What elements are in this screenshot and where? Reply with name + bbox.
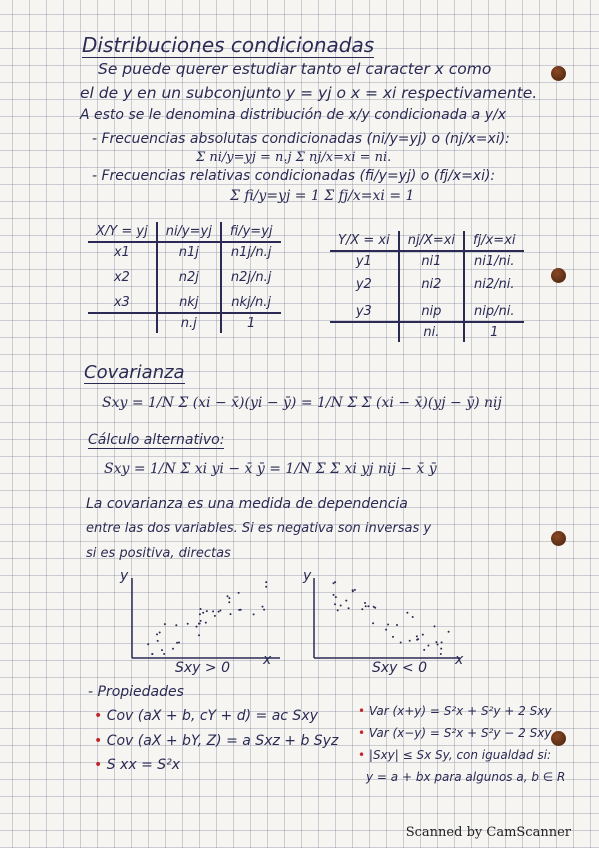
bullet-icon: • (94, 757, 107, 773)
table-cell: n1j/n.j (230, 245, 272, 260)
scatter-dot (214, 615, 216, 617)
covariance-formula: Sxy = 1/N Σ (xi − x̄)(yi − ȳ) = 1/N Σ Σ (xi − x̄)(yj − ȳ) nij (102, 395, 502, 411)
scatter-dot (218, 611, 220, 613)
intro-line: A esto se le denomina distribución de x/y condicionada a y/x (80, 107, 506, 123)
scatter-dot (196, 626, 198, 628)
scatter-plot-positive (110, 570, 300, 670)
table-row (330, 251, 524, 271)
scatter-dot (253, 613, 255, 615)
scatter-dot (265, 581, 267, 583)
table-cell: n1j (157, 242, 221, 262)
scatter-dot (385, 629, 387, 631)
property-text: Cov (aX + bY, Z) = a Sxz + b Syz (106, 733, 339, 749)
scatter-dot (228, 601, 230, 603)
scatter-dot (392, 636, 394, 638)
table-cell: ni1/ni. (474, 254, 515, 269)
scatter-dot (199, 613, 201, 615)
property-text: |Sxy| ≤ Sx Sy, con igualdad si: (368, 748, 552, 762)
conditional-table-x (88, 222, 281, 333)
alt-calc-heading: Cálculo alternativo: (88, 432, 225, 448)
scatter-dot (334, 581, 336, 583)
scatter-dot (198, 634, 200, 636)
table-cell: n.j (157, 313, 221, 333)
scatter-dot (406, 612, 408, 614)
table-cell: y2 (330, 271, 399, 294)
scatter-dot (441, 641, 443, 643)
scatter-dot (354, 589, 356, 591)
table-header-cell: Y/X = xi (330, 231, 399, 251)
scatter-dot (176, 642, 178, 644)
scatter-dot (440, 653, 442, 655)
scatter-dot (333, 594, 335, 596)
scatter-dot (219, 610, 221, 612)
table-cell: nkj/n.j (221, 287, 281, 313)
property-item (358, 748, 551, 762)
scatter-dot (367, 605, 369, 607)
scatter-dot (427, 645, 429, 647)
rel-freq-label: - Frecuencias relativas condicionadas (fi/y=yj) o (fj/x=xi): (92, 168, 496, 184)
scatter-dot (200, 608, 202, 610)
plot-y-label: y (303, 568, 312, 584)
table-cell: y1 (330, 251, 399, 271)
scatter-dot (387, 624, 389, 626)
plot-x-label: x (455, 652, 464, 668)
table-cell (88, 313, 157, 333)
intro-line: el de y en un subconjunto y = yj o x = xi respectivamente. (80, 84, 538, 102)
binder-hole (551, 731, 566, 746)
scatter-dot (265, 586, 267, 588)
rel-freq-formula: Σ fi/y=yj = 1 Σ fj/x=xi = 1 (230, 188, 415, 204)
scatter-dot (352, 590, 354, 592)
bullet-icon: • (94, 733, 107, 749)
scatter-dot (161, 649, 163, 651)
scatter-dot (228, 597, 230, 599)
covariance-heading: Covarianza (84, 362, 185, 383)
scatter-dot (212, 610, 214, 612)
bullet-icon: • (358, 748, 369, 762)
scatter-dot (423, 649, 425, 651)
scatter-dot (202, 612, 204, 614)
scatter-dot (205, 622, 207, 624)
scatter-dot (156, 633, 158, 635)
conditional-table-y (330, 231, 524, 342)
covariance-desc: entre las dos variables. Si es negativa son inversas y (86, 521, 432, 536)
binder-hole (551, 66, 566, 81)
table-cell (330, 322, 399, 342)
scatter-dot (348, 607, 350, 609)
plot-y-label: y (120, 568, 129, 584)
table-row (88, 242, 281, 262)
scatter-dot (206, 610, 208, 612)
scatter-dot (409, 640, 411, 642)
table-row (88, 287, 281, 313)
scatter-dot (412, 616, 414, 618)
table-row (88, 262, 281, 287)
scatter-dot (263, 609, 265, 611)
table-header-cell: ni/y=yj (157, 222, 221, 242)
scatter-dot (345, 600, 347, 602)
covariance-desc: La covarianza es una medida de dependencia (86, 496, 408, 512)
property-item: y = a + bx para algunos a, b ∈ R (366, 770, 566, 784)
scatter-dot (227, 595, 229, 597)
bullet-icon: • (358, 726, 369, 740)
scatter-dot (340, 605, 342, 607)
table-cell: ni2 (399, 271, 464, 294)
scatter-dot (334, 603, 336, 605)
binder-hole (551, 268, 566, 283)
scatter-dot (337, 609, 339, 611)
table-cell: x2 (88, 262, 157, 287)
covariance-alt-formula: Sxy = 1/N Σ xi yi − x̄ ȳ = 1/N Σ Σ xi yj nij − x̄ ȳ (104, 461, 437, 477)
scatter-dot (172, 648, 174, 650)
table-cell: nip/ni. (464, 294, 523, 322)
table-total-row (330, 322, 524, 342)
scatter-dot (262, 606, 264, 608)
scatter-dot (435, 641, 437, 643)
table-cell: y3 (330, 294, 399, 322)
scatter-points (333, 581, 450, 655)
scatter-dot (163, 653, 165, 655)
scanner-watermark: Scanned by CamScanner (405, 825, 571, 840)
scatter-dot (178, 642, 180, 644)
table-cell: n2j/n.j (230, 270, 272, 285)
scatter-dot (364, 602, 366, 604)
abs-freq-formula: Σ ni/y=yj = n.j Σ nj/x=xi = ni. (196, 150, 392, 165)
scatter-plot-negative (290, 570, 480, 670)
table-cell: x1 (88, 242, 157, 262)
scatter-dot (159, 632, 161, 634)
covariance-desc: si es positiva, directas (86, 546, 231, 561)
scatter-dot (373, 606, 375, 608)
plot-x-label: x (263, 652, 272, 668)
table-header-cell: fi/y=yj (221, 222, 281, 242)
intro-line: Se puede querer estudiar tanto el caracter x como (98, 60, 492, 78)
bullet-icon: • (358, 704, 369, 718)
scatter-dot (333, 582, 335, 584)
table-header-cell: nj/X=xi (399, 231, 464, 251)
page-title: Distribuciones condicionadas (82, 33, 375, 57)
scatter-dot (372, 622, 374, 624)
scatter-dot (416, 635, 418, 637)
scatter-dot (238, 609, 240, 611)
scatter-dot (396, 624, 398, 626)
plot-caption: Sxy < 0 (372, 660, 427, 676)
table-cell: ni. (399, 322, 464, 342)
table-cell: ni1 (399, 251, 464, 271)
scatter-dot (147, 643, 149, 645)
property-item (358, 726, 551, 740)
scatter-dot (200, 620, 202, 622)
table-header-cell: fj/x=xi (464, 231, 523, 251)
property-item (94, 733, 338, 749)
table-cell: ni2/ni. (474, 277, 515, 292)
binder-hole (551, 531, 566, 546)
table-cell: x3 (88, 287, 157, 313)
table-cell: nip (399, 294, 464, 322)
table-row (330, 271, 524, 294)
scatter-dot (157, 640, 159, 642)
table-cell: 1 (490, 325, 499, 340)
abs-freq-label: - Frecuencias absolutas condicionadas (ni/y=yj) o (nj/x=xi): (92, 131, 510, 147)
table-total-row (88, 313, 281, 333)
table-header-cell: X/Y = yj (88, 222, 157, 242)
scatter-dot (230, 613, 232, 615)
property-item (94, 708, 318, 724)
properties-heading: - Propiedades (88, 684, 184, 700)
scatter-dot (440, 648, 442, 650)
scatter-points (147, 581, 267, 655)
property-item (358, 704, 551, 718)
property-item (94, 757, 180, 773)
table-cell: 1 (247, 316, 256, 331)
scatter-dot (238, 592, 240, 594)
scatter-dot (187, 623, 189, 625)
scatter-dot (151, 653, 153, 655)
table-row (330, 294, 524, 322)
table-cell: n2j (157, 262, 221, 287)
scatter-dot (175, 624, 177, 626)
scatter-dot (164, 623, 166, 625)
property-text: S xx = S²x (106, 757, 181, 773)
scatter-dot (434, 625, 436, 627)
scatter-dot (198, 623, 200, 625)
scatter-dot (416, 639, 418, 641)
scatter-dot (361, 608, 363, 610)
property-text: Cov (aX + b, cY + d) = ac Sxy (106, 708, 318, 724)
bullet-icon: • (94, 708, 107, 724)
plot-caption: Sxy > 0 (175, 660, 230, 676)
scatter-dot (437, 644, 439, 646)
scatter-dot (365, 605, 367, 607)
property-text: Var (x+y) = S²x + S²y + 2 Sxy (368, 704, 552, 718)
scatter-dot (422, 634, 424, 636)
scatter-dot (335, 596, 337, 598)
scatter-dot (448, 631, 450, 633)
scatter-dot (400, 642, 402, 644)
table-cell: nkj (157, 287, 221, 313)
property-text: Var (x−y) = S²x + S²y − 2 Sxy (368, 726, 552, 740)
